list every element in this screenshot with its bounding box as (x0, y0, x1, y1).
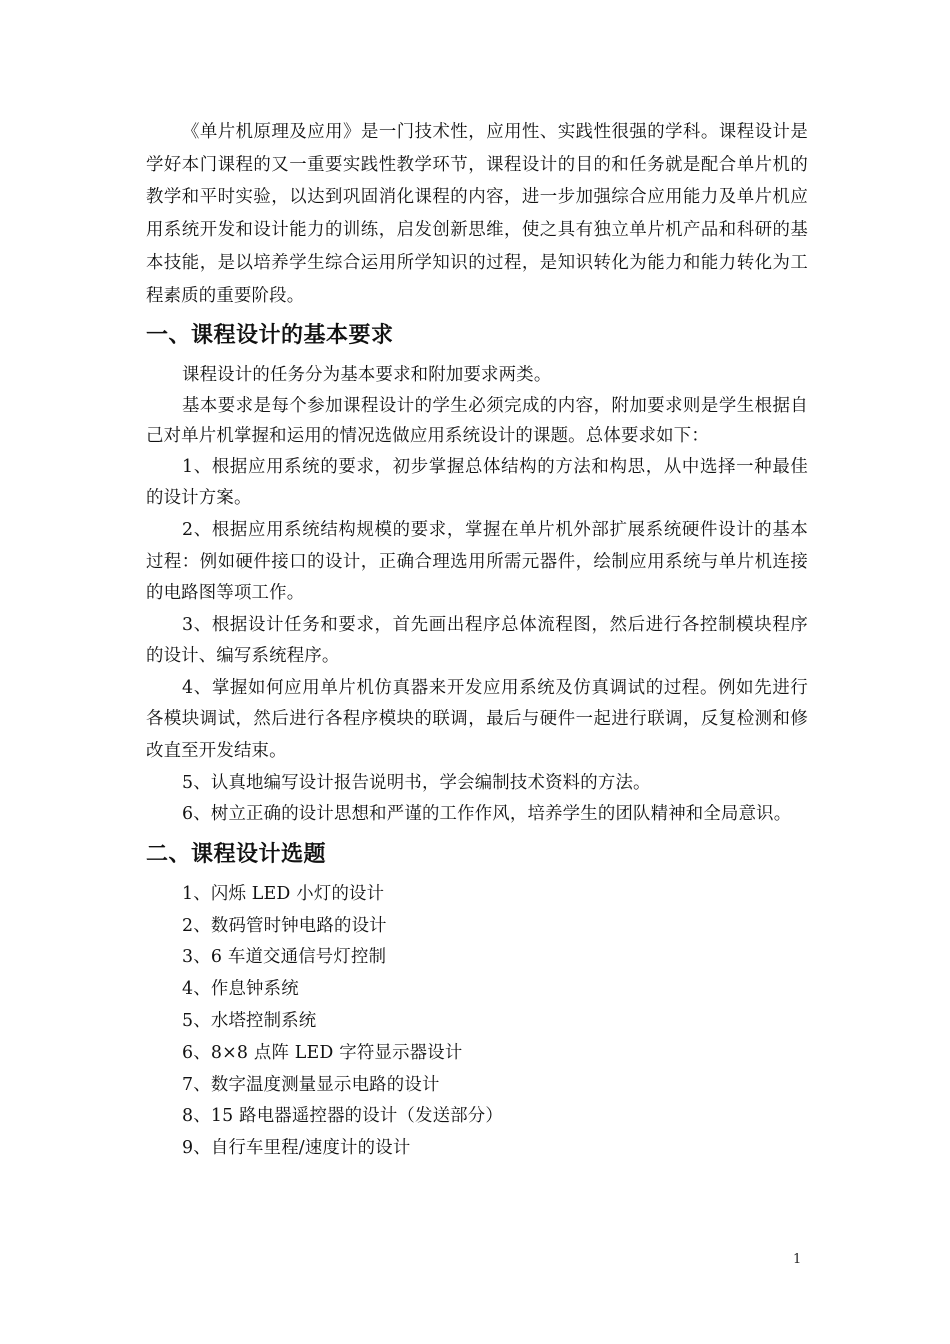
section-heading-topics: 二、课程设计选题 (146, 840, 327, 867)
requirement-item: 6、树立正确的设计思想和严谨的工作作风，培养学生的团队精神和全局意识。 (182, 804, 792, 825)
requirement-item: 5、认真地编写设计报告说明书，学会编制技术资料的方法。 (182, 772, 651, 793)
topic-item: 5、水塔控制系统 (182, 1011, 317, 1032)
requirement-item: 3、根据设计任务和要求，首先画出程序总体流程图，然后进行各控制模块程序的设计、编写系统程序。 (146, 614, 808, 667)
topic-item: 1、闪烁 LED 小灯的设计 (182, 883, 385, 904)
requirement-item: 2、根据应用系统结构规模的要求，掌握在单片机外部扩展系统硬件设计的基本过程：例如硬件接口的设计，正确合理选用所需元器件，绘制应用系统与单片机连接的电路图等项工作。 (146, 519, 808, 604)
intro-paragraph: 《单片机原理及应用》是一门技术性，应用性、实践性很强的学科。课程设计是学好本门课程的又一重要实践性教学环节，课程设计的目的和任务就是配合单片机的教学和平时实验，以达到巩固消化课程的内容，进一步加强综合应用能力及单片机应用系统开发和设计能力的训练，启发创新思维，使之具有独立单片机产品和科研的基本技能，是以培养学生综合运用所学知识的过程，是知识转化为能力和能力转化为工程素质的重要阶段。 (146, 122, 808, 306)
requirement-item: 4、掌握如何应用单片机仿真器来开发应用系统及仿真调试的过程。例如先进行各模块调试，然后进行各程序模块的联调，最后与硬件一起进行联调，反复检测和修改直至开发结束。 (146, 677, 808, 762)
topic-list (146, 879, 808, 1165)
section-heading-requirements: 一、课程设计的基本要求 (146, 322, 394, 349)
requirements-paragraph: 基本要求是每个参加课程设计的学生必须完成的内容，附加要求则是学生根据自己对单片机掌握和运用的情况选做应用系统设计的课题。总体要求如下： (146, 395, 808, 447)
topic-item: 9、自行车里程/速度计的设计 (182, 1138, 411, 1159)
topic-item: 6、8×8 点阵 LED 字符显示器设计 (182, 1042, 463, 1063)
requirements-paragraph: 课程设计的任务分为基本要求和附加要求两类。 (182, 365, 552, 386)
topic-item: 2、数码管时钟电路的设计 (182, 915, 387, 936)
page-content (146, 116, 808, 1165)
requirement-item: 1、根据应用系统的要求，初步掌握总体结构的方法和构思，从中选择一种最佳的设计方案。 (146, 456, 808, 509)
topic-item: 4、作息钟系统 (182, 979, 299, 1000)
topic-item: 7、数字温度测量显示电路的设计 (182, 1074, 440, 1095)
topic-item: 8、15 路电器遥控器的设计（发送部分） (182, 1106, 503, 1127)
topic-item: 3、6 车道交通信号灯控制 (182, 947, 387, 968)
page-number: 1 (793, 1252, 802, 1267)
